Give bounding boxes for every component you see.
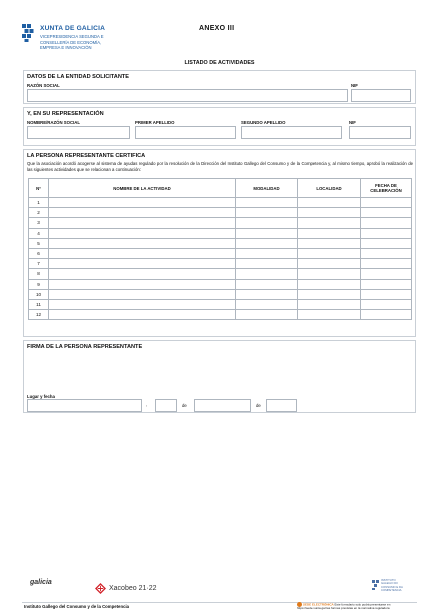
sede-label[interactable]: SEDE ELECTRÓNICA — [303, 602, 334, 607]
activity-name-cell[interactable] — [49, 248, 236, 258]
institute-logo-line: COMPETENCIA — [381, 587, 402, 592]
name-label: NOMBRE/RAZÓN SOCIAL — [27, 120, 80, 125]
location-cell[interactable] — [298, 198, 361, 208]
section-title: DATOS DE LA ENTIDAD SOLICITANTE — [27, 74, 130, 80]
table-row — [29, 198, 412, 208]
modality-cell[interactable] — [236, 248, 298, 258]
row-number: 1 — [29, 198, 49, 208]
row-number: 8 — [29, 269, 49, 279]
sede-text: https://sede.xunta.gal las formas previstas en la normativa reguladora — [297, 606, 390, 610]
date-cell[interactable] — [361, 198, 412, 208]
brand-name: XUNTA DE GALICIA — [40, 25, 106, 32]
col-name-header: NOMBRE DE LA ACTIVIDAD — [49, 179, 236, 198]
department-line: EMPRESA E INNOVACIÓN — [40, 45, 92, 51]
date-cell[interactable] — [361, 269, 412, 279]
institute-logo — [372, 577, 412, 595]
de-separator: de — [182, 403, 187, 408]
col-mode-header: MODALIDAD — [236, 179, 298, 198]
day-field[interactable] — [155, 399, 177, 412]
place-field[interactable] — [27, 399, 142, 412]
row-number: 2 — [29, 208, 49, 218]
institute-logo-text — [381, 579, 403, 592]
xacobeo-wordmark: Xacobeo 21·22 — [109, 584, 157, 592]
location-cell[interactable] — [298, 218, 361, 228]
location-cell[interactable] — [298, 269, 361, 279]
row-number: 4 — [29, 228, 49, 238]
table-row — [29, 228, 412, 238]
rep-nif-field[interactable] — [349, 126, 411, 139]
col-location-header: LOCALIDAD — [298, 179, 361, 198]
row-number: 9 — [29, 279, 49, 289]
modality-cell[interactable] — [236, 279, 298, 289]
modality-cell[interactable] — [236, 228, 298, 238]
table-row — [29, 218, 412, 228]
institute-logo-line: CONSUMO E DA — [381, 584, 403, 589]
activity-name-cell[interactable] — [49, 279, 236, 289]
month-field[interactable] — [194, 399, 251, 412]
date-cell[interactable] — [361, 248, 412, 258]
table-row — [29, 310, 412, 320]
nif-label: NIF — [351, 83, 358, 88]
col-num-header: Nº — [29, 179, 49, 198]
table-row — [29, 299, 412, 309]
row-number: 10 — [29, 289, 49, 299]
table-row — [29, 269, 412, 279]
galicia-wordmark: galicia — [30, 579, 52, 586]
row-number: 5 — [29, 238, 49, 248]
section-title: FIRMA DE LA PERSONA REPRESENTANTE — [27, 344, 143, 350]
col-date-line: CELEBRACIÓN — [370, 188, 402, 193]
row-number: 3 — [29, 218, 49, 228]
institute-emblem-icon — [372, 580, 379, 590]
location-cell[interactable] — [298, 228, 361, 238]
activity-name-cell[interactable] — [49, 208, 236, 218]
date-cell[interactable] — [361, 259, 412, 269]
modality-cell[interactable] — [236, 299, 298, 309]
location-cell[interactable] — [298, 310, 361, 320]
xacobeo-shell-icon — [95, 583, 106, 594]
location-cell[interactable] — [298, 279, 361, 289]
document-title: LISTADO DE ACTIVIDADES — [184, 60, 255, 66]
date-cell[interactable] — [361, 299, 412, 309]
place-date-label: Lugar y fecha — [27, 394, 55, 399]
location-cell[interactable] — [298, 289, 361, 299]
section-title: LA PERSONA REPRESENTANTE CERTIFICA — [27, 153, 146, 159]
footer-institute-name: Instituto Gallego del Consumo y de la Competencia — [24, 604, 130, 609]
date-cell[interactable] — [361, 218, 412, 228]
department-name — [40, 34, 104, 51]
razon-social-field[interactable] — [27, 89, 348, 102]
activity-name-cell[interactable] — [49, 299, 236, 309]
location-cell[interactable] — [298, 299, 361, 309]
activities-table — [28, 178, 412, 320]
certification-text: Que la asociación acordó acogerse al sistema de ayudas regulado por la resolución de la Dirección del Instituto Gallego del Consumo y de la Competencia y, al mismo tiempo, aprobó la realización de las siguientes actividades que se relacionan a continuación: — [27, 161, 413, 172]
xacobeo-logo — [95, 579, 156, 597]
table-header-row — [29, 179, 412, 198]
date-cell[interactable] — [361, 208, 412, 218]
activity-name-cell[interactable] — [49, 289, 236, 299]
modality-cell[interactable] — [236, 310, 298, 320]
date-cell[interactable] — [361, 289, 412, 299]
row-number: 11 — [29, 299, 49, 309]
row-number: 6 — [29, 248, 49, 258]
activity-name-cell[interactable] — [49, 310, 236, 320]
table-row — [29, 279, 412, 289]
table-row — [29, 208, 412, 218]
nif-label: NIF — [349, 120, 356, 125]
location-cell[interactable] — [298, 259, 361, 269]
xunta-emblem-icon — [22, 24, 36, 42]
rep-first-surname-field[interactable] — [135, 126, 236, 139]
table-row — [29, 259, 412, 269]
annex-label: ANEXO III — [199, 25, 235, 32]
first-surname-label: PRIMER APELLIDO — [135, 120, 175, 125]
rep-name-field[interactable] — [27, 126, 130, 139]
modality-cell[interactable] — [236, 289, 298, 299]
table-row — [29, 248, 412, 258]
modality-cell[interactable] — [236, 238, 298, 248]
modality-cell[interactable] — [236, 198, 298, 208]
de-separator: de — [256, 403, 261, 408]
activity-name-cell[interactable] — [49, 259, 236, 269]
table-row — [29, 289, 412, 299]
date-cell[interactable] — [361, 310, 412, 320]
date-cell[interactable] — [361, 279, 412, 289]
activities-body — [29, 198, 412, 320]
entity-section — [23, 70, 416, 104]
department-line: VICEPRESIDENCIA SEGUNDA E — [40, 34, 104, 39]
activity-name-cell[interactable] — [49, 269, 236, 279]
location-cell[interactable] — [298, 248, 361, 258]
modality-cell[interactable] — [236, 218, 298, 228]
footer-sede-note — [297, 602, 390, 611]
col-date-header — [361, 179, 412, 198]
activity-name-cell[interactable] — [49, 198, 236, 208]
second-surname-label: SEGUNDO APELLIDO — [241, 120, 286, 125]
sede-text: Este formulario solo podrá presentarse en — [334, 602, 391, 607]
year-field[interactable] — [266, 399, 297, 412]
section-title: Y, EN SU REPRESENTACIÓN — [27, 111, 104, 117]
table-row — [29, 238, 412, 248]
representation-section — [23, 107, 416, 146]
location-cell[interactable] — [298, 238, 361, 248]
department-line: CONSELLERÍA DE ECONOMÍA, — [40, 39, 102, 45]
modality-cell[interactable] — [236, 208, 298, 218]
entity-nif-field[interactable] — [351, 89, 411, 102]
row-number: 12 — [29, 310, 49, 320]
activity-name-cell[interactable] — [49, 228, 236, 238]
rep-second-surname-field[interactable] — [241, 126, 342, 139]
institute-logo-line: INSTITUTO — [381, 578, 396, 582]
galicia-logo — [30, 579, 52, 597]
razon-social-label: RAZÓN SOCIAL — [27, 83, 60, 88]
location-cell[interactable] — [298, 208, 361, 218]
institute-logo-line: GALEGO DO — [381, 581, 398, 586]
comma-separator: , — [146, 402, 148, 407]
certification-section — [23, 149, 416, 337]
date-cell[interactable] — [361, 228, 412, 238]
row-number: 7 — [29, 259, 49, 269]
date-cell[interactable] — [361, 238, 412, 248]
modality-cell[interactable] — [236, 259, 298, 269]
activity-name-cell[interactable] — [49, 238, 236, 248]
col-date-line: FECHA DE — [375, 183, 397, 188]
activity-name-cell[interactable] — [49, 218, 236, 228]
signature-section — [23, 340, 416, 413]
modality-cell[interactable] — [236, 269, 298, 279]
